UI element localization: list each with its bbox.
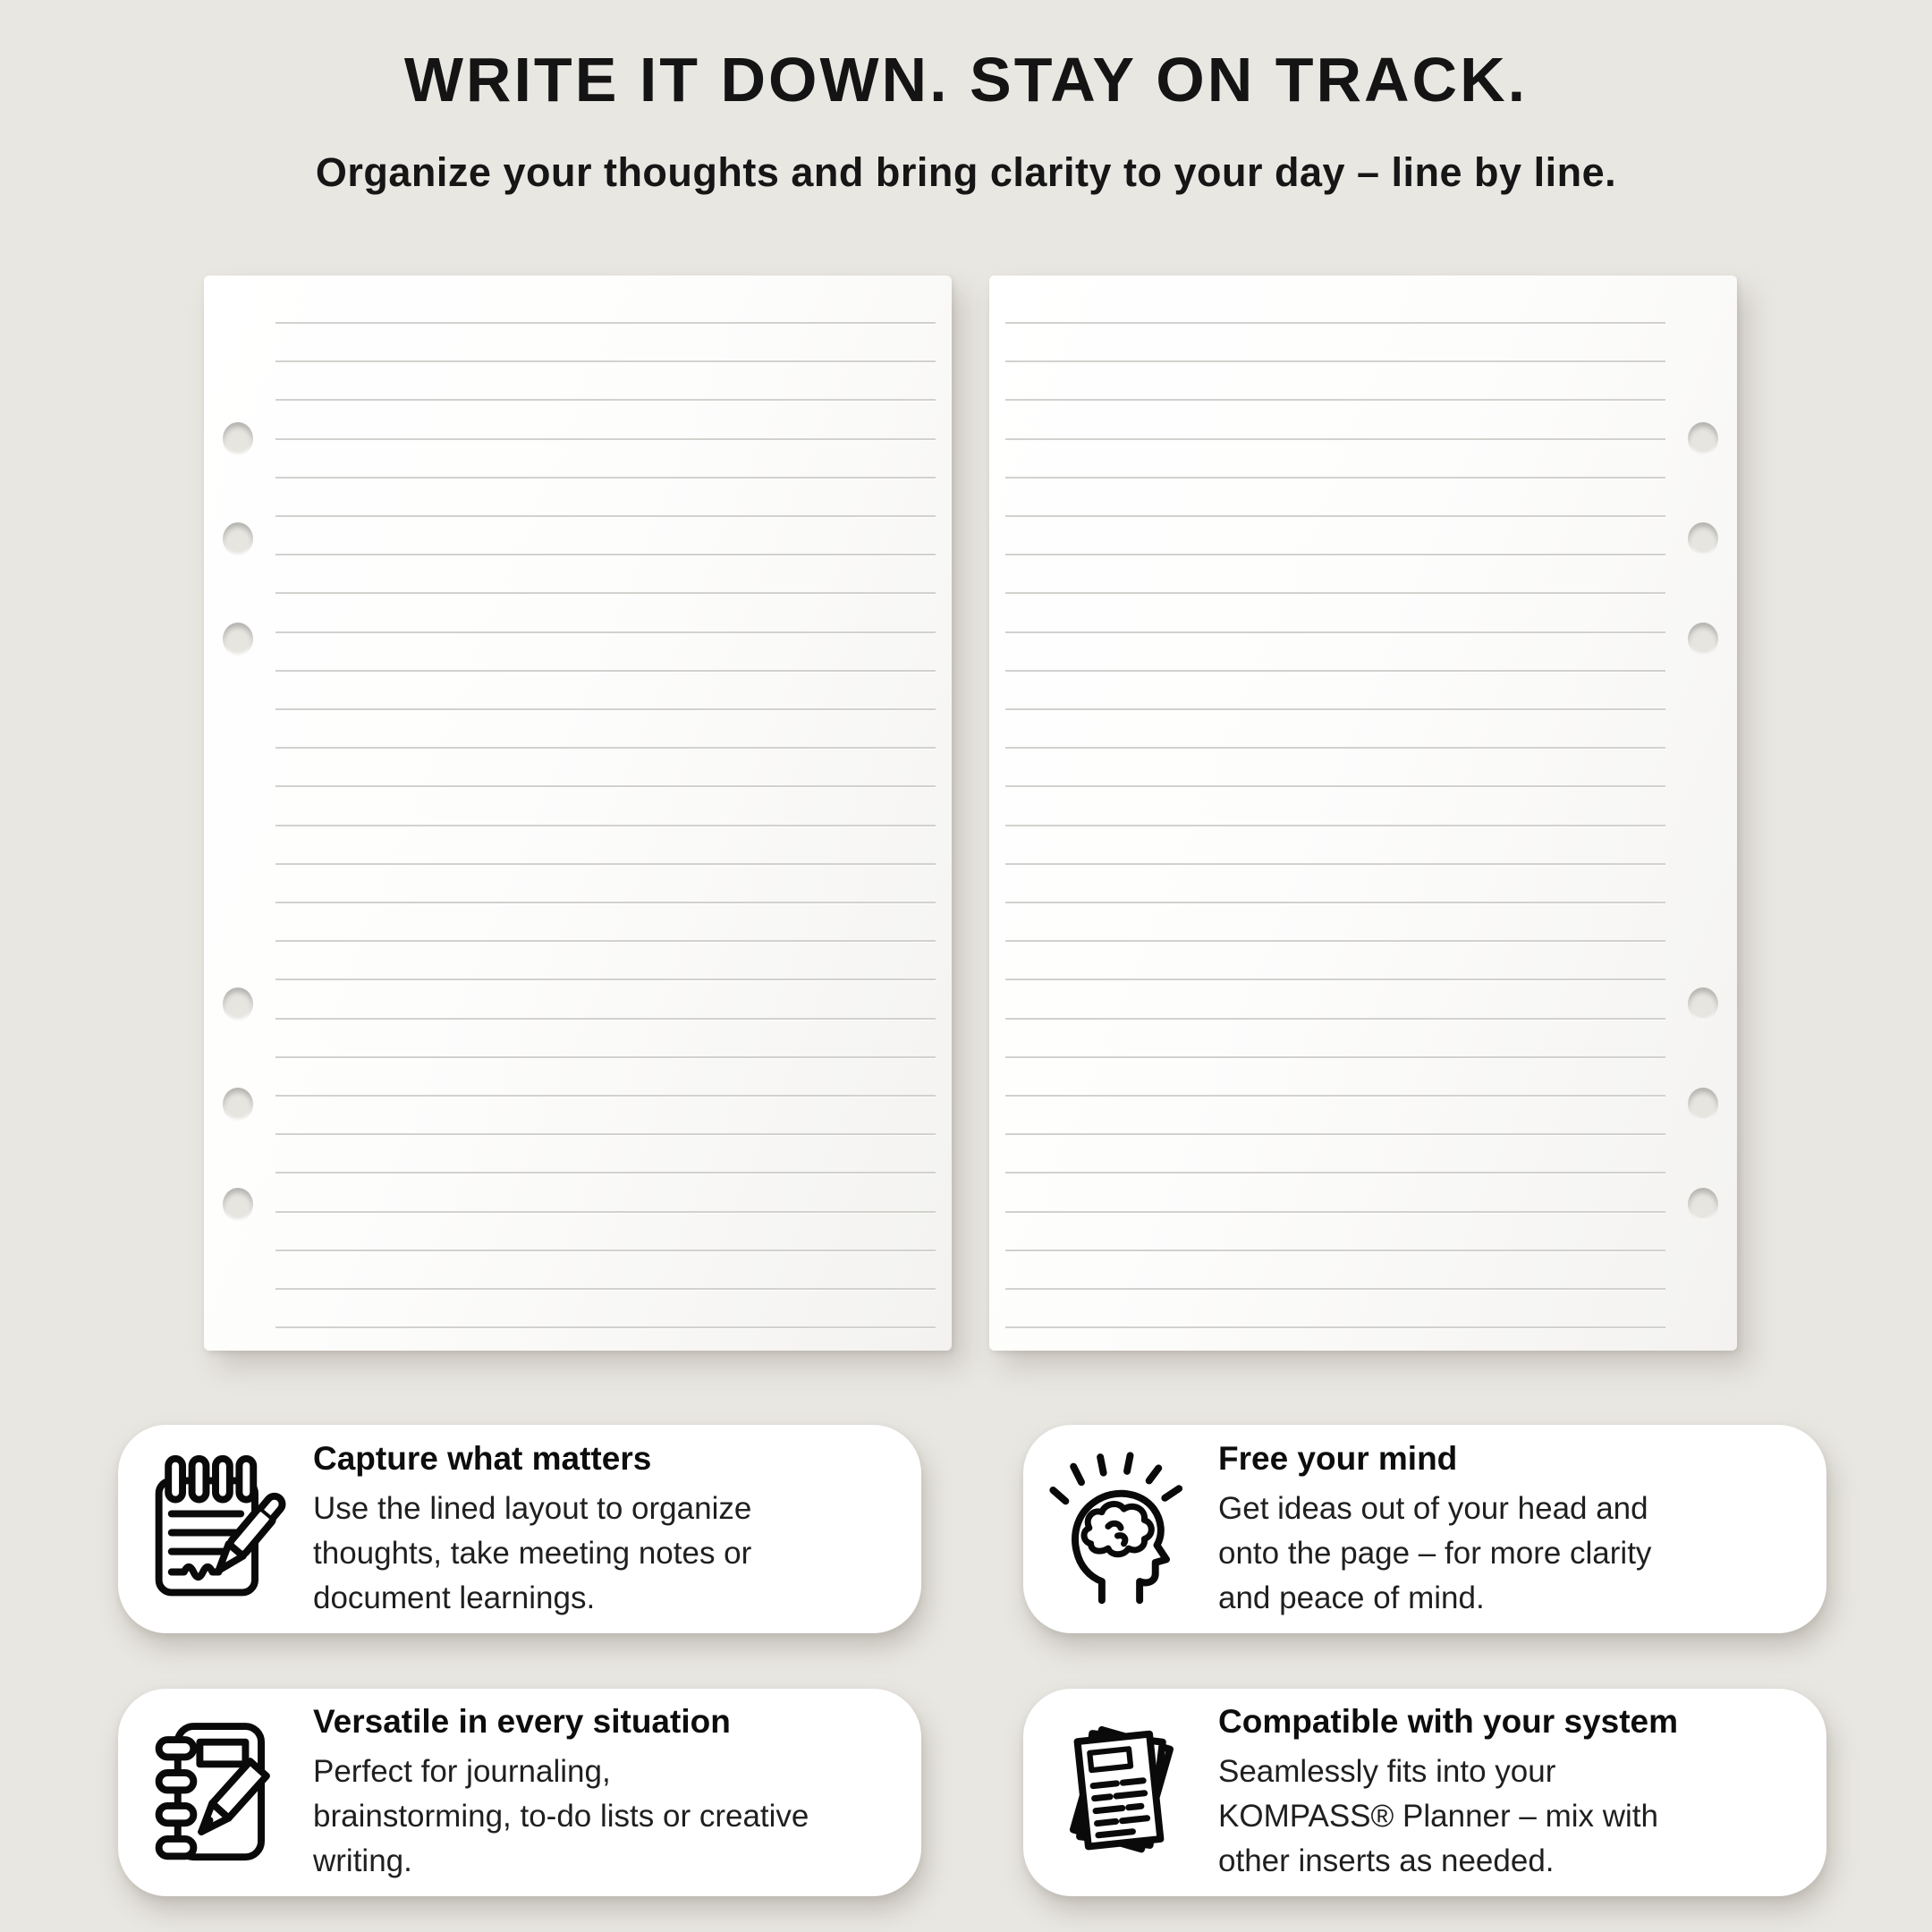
binder-hole — [223, 1188, 253, 1221]
ruled-line — [1005, 631, 1665, 633]
feature-title: Compatible with your system — [1218, 1703, 1678, 1740]
binder-hole — [1688, 1088, 1718, 1121]
ruled-line — [275, 1095, 936, 1097]
ruled-line — [275, 670, 936, 672]
feature-card-free-mind — [1023, 1425, 1826, 1633]
ruled-line — [1005, 1172, 1665, 1174]
feature-body-line: thoughts, take meeting notes or — [313, 1535, 752, 1571]
ruled-line — [1005, 322, 1665, 324]
page-subtitle: Organize your thoughts and bring clarity to your day – line by line. — [315, 149, 1617, 195]
ruled-line — [1005, 554, 1665, 555]
feature-title: Free your mind — [1218, 1439, 1458, 1477]
ruled-line — [275, 322, 936, 324]
ruled-line — [1005, 979, 1665, 980]
ruled-line — [275, 747, 936, 749]
ruled-line — [275, 1250, 936, 1251]
feature-card-capture — [118, 1425, 921, 1633]
ruled-line — [1005, 940, 1665, 942]
ruled-line — [1005, 1326, 1665, 1328]
binder-hole — [1688, 987, 1718, 1021]
ruled-line — [1005, 747, 1665, 749]
ruled-line — [275, 554, 936, 555]
feature-title: Capture what matters — [313, 1439, 652, 1477]
ruled-line — [1005, 1018, 1665, 1020]
binder-hole — [223, 422, 253, 455]
ruled-line — [275, 399, 936, 401]
ruled-line — [275, 1288, 936, 1290]
ruled-line — [275, 1056, 936, 1058]
ruled-line — [1005, 1250, 1665, 1251]
ruled-line — [275, 785, 936, 787]
lined-sheet-right — [989, 275, 1737, 1351]
ruled-line — [1005, 1133, 1665, 1135]
ruled-line — [275, 477, 936, 479]
ruled-line — [1005, 670, 1665, 672]
feature-title: Versatile in every situation — [313, 1703, 731, 1740]
feature-body-line: writing. — [313, 1843, 412, 1878]
ruled-line — [275, 592, 936, 594]
ruled-line — [275, 1018, 936, 1020]
ruled-line — [1005, 863, 1665, 865]
ruled-line — [1005, 360, 1665, 362]
binder-hole — [1688, 522, 1718, 555]
feature-body-line: Perfect for journaling, — [313, 1754, 611, 1789]
ruled-line — [1005, 1288, 1665, 1290]
feature-body-line: and peace of mind. — [1218, 1580, 1485, 1615]
ruled-line — [1005, 1211, 1665, 1213]
feature-body-line: other inserts as needed. — [1218, 1843, 1555, 1878]
ruled-line — [275, 902, 936, 903]
head-idea-icon — [1041, 1442, 1200, 1617]
ruled-line — [1005, 1095, 1665, 1097]
feature-body-line: document learnings. — [313, 1580, 596, 1615]
ruled-line — [1005, 785, 1665, 787]
ruled-line — [275, 940, 936, 942]
ruled-line — [275, 360, 936, 362]
binder-hole — [223, 1088, 253, 1121]
ruled-line — [275, 515, 936, 517]
ruled-line — [1005, 708, 1665, 710]
ruled-line — [1005, 399, 1665, 401]
ruled-line — [275, 1211, 936, 1213]
lined-sheet-left — [204, 275, 952, 1351]
binder-hole — [223, 987, 253, 1021]
ruled-line — [275, 1172, 936, 1174]
ruled-line — [1005, 477, 1665, 479]
ruled-line — [275, 979, 936, 980]
ruled-line — [1005, 1056, 1665, 1058]
binder-hole — [1688, 1188, 1718, 1221]
feature-body-line: Seamlessly fits into your — [1218, 1754, 1556, 1789]
feature-body-line: brainstorming, to-do lists or creative — [313, 1799, 809, 1834]
feature-card-compatible — [1023, 1689, 1826, 1896]
ruled-line — [1005, 902, 1665, 903]
binder-hole — [1688, 623, 1718, 656]
feature-body-line: onto the page – for more clarity — [1218, 1535, 1652, 1571]
feature-body-line: KOMPASS® Planner – mix with — [1218, 1799, 1658, 1834]
ruled-line — [1005, 825, 1665, 826]
binder-hole — [223, 522, 253, 555]
ruled-line — [1005, 438, 1665, 440]
ruled-line — [1005, 515, 1665, 517]
feature-body-line: Get ideas out of your head and — [1218, 1490, 1648, 1526]
ruled-line — [275, 825, 936, 826]
feature-body-line: Use the lined layout to organize — [313, 1490, 752, 1526]
binder-hole — [223, 623, 253, 656]
notepad-pen-icon — [136, 1442, 295, 1617]
ruled-line — [275, 438, 936, 440]
paper-stack-icon — [1041, 1705, 1200, 1880]
ruled-line — [275, 708, 936, 710]
ruled-line — [275, 1133, 936, 1135]
binder-hole — [1688, 422, 1718, 455]
ruled-line — [275, 863, 936, 865]
ruled-line — [1005, 592, 1665, 594]
ruled-line — [275, 631, 936, 633]
page-title: WRITE IT DOWN. STAY ON TRACK. — [403, 45, 1529, 114]
spiral-notebook-pencil-icon — [136, 1705, 295, 1880]
ruled-line — [275, 1326, 936, 1328]
feature-card-versatile — [118, 1689, 921, 1896]
